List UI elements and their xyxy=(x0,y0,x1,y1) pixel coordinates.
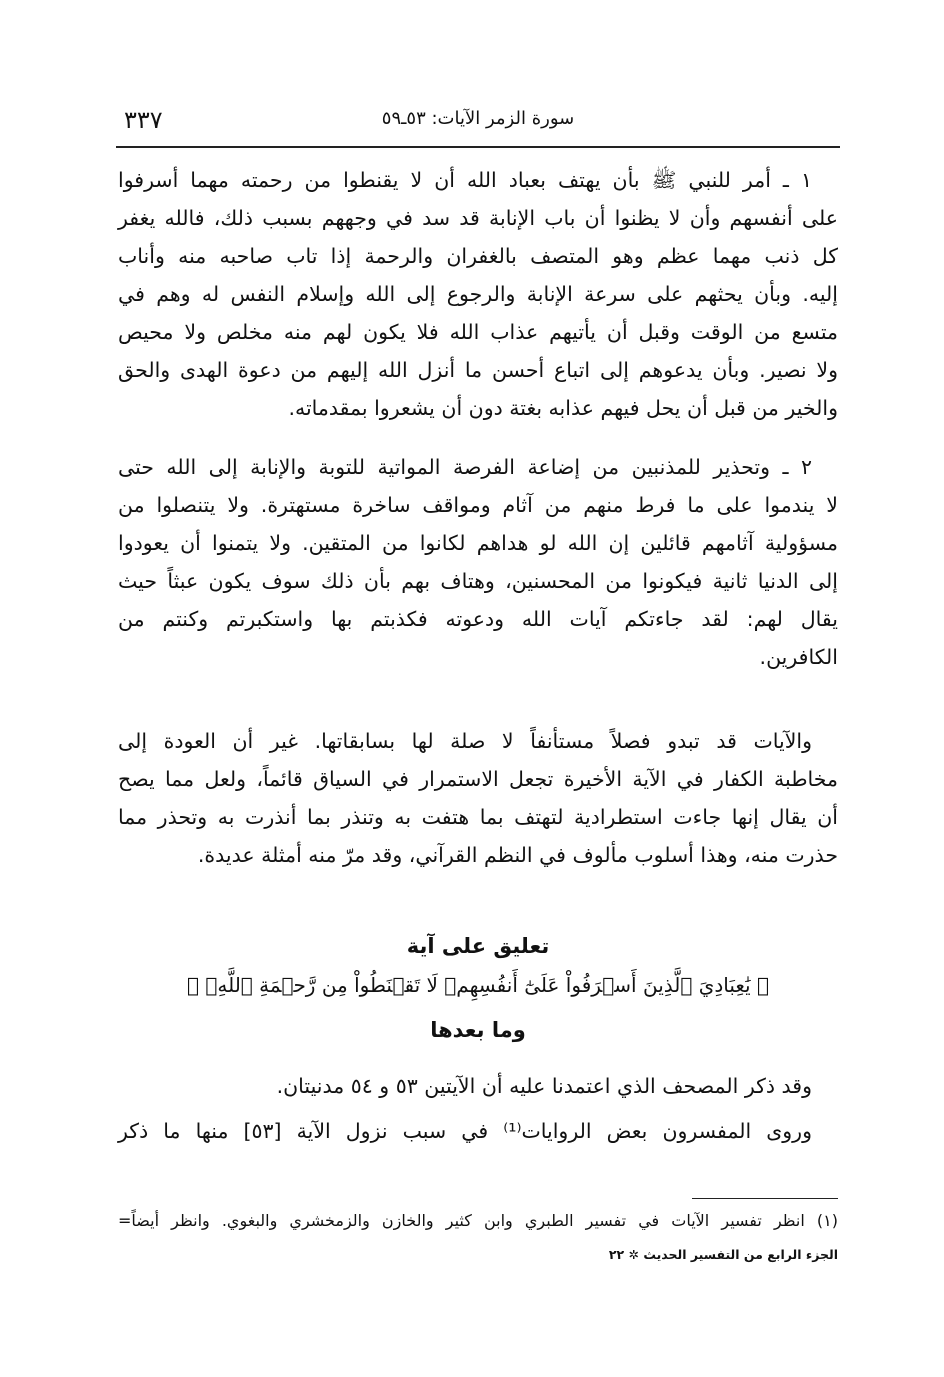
text-line: متسع من الوقت وقبل أن يأتيهم عذاب الله فلا يكون لهم منه مخلص ولا محيص xyxy=(118,320,838,344)
text-line: على أنفسهم وأن لا يظنوا أن باب الإنابة قد سد في وجههم بسبب ذلك، فالله يغفر xyxy=(118,206,838,230)
paragraph-4 xyxy=(118,1067,838,1105)
section-subheading: وما بعدها xyxy=(430,1018,526,1042)
text-line: مسؤولية آثامهم قائلين إن الله لو هداهم لكانوا من المتقين. ولا يتمنوا أن يعودوا xyxy=(118,531,838,555)
text-line: ٢ ـ وتحذير للمذنبين من إضاعة الفرصة المواتية للتوبة والإنابة إلى الله حتى xyxy=(118,455,812,479)
text-line: إليه. وبأن يحثهم على سرعة الإنابة والرجوع إلى الله وإسلام النفس له وهم في xyxy=(118,282,838,306)
text-line: الكافرين. xyxy=(759,645,838,669)
running-title: سورة الزمر الآيات: ٥٣ـ٥٩ xyxy=(381,108,575,129)
paragraph-3 xyxy=(118,722,838,874)
text-line: كل ذنب مهما عظم وهو المتصف بالغفران والرحمة إذا تاب صاحبه منه وأناب xyxy=(118,244,838,268)
text-line: حذرت منه، وهذا أسلوب مألوف في النظم القرآني، وقد مرّ منه أمثلة عديدة. xyxy=(197,843,838,867)
text-line: وقد ذكر المصحف الذي اعتمدنا عليه أن الآيتين ٥٣ و ٥٤ مدنيتان. xyxy=(276,1074,812,1098)
text-line: وروى المفسرون بعض الروايات⁽¹⁾ في سبب نزول الآية [٥٣] منها ما ذكر xyxy=(118,1119,812,1143)
page-number: ٣٣٧ xyxy=(124,106,163,134)
quran-verse: ﴿ يَٰعِبَادِيَ ٱلَّذِينَ أَسۡرَفُواْ عَلَىٰٓ أَنفُسِهِمۡ لَا تَقۡنَطُواْ مِن رَّحۡمَةِ ٱللَّهِۚ ﴾ xyxy=(187,973,769,997)
text-line: ولا نصير. وبأن يدعوهم إلى اتباع أحسن ما أنزل الله إليهم من دعوة الهدى والحق xyxy=(118,358,838,382)
text-line: إلى الدنيا ثانية فيكونوا من المحسنين، وهتاف بهم بأن ذلك سوف يكون عبثاً حيث xyxy=(118,569,838,593)
section-heading: تعليق على آية xyxy=(406,934,550,958)
text-line: ١ ـ أمر للنبي ﷺ بأن يهتف بعباد الله أن لا يقنطوا من رحمته مهما أسرفوا xyxy=(118,168,812,192)
text-line: والآيات قد تبدو فصلاً مستأنفاً لا صلة لها بسابقاتها. غير أن العودة إلى xyxy=(118,729,812,753)
text-line: أن يقال إنها جاءت استطرادية لتهتف بما هتفت به وتنذر بما أنذرت به وتحذر مما xyxy=(118,805,838,829)
text-line: مخاطبة الكفار في الآية الأخيرة تجعل الاستمرار في السياق قائماً، ولعل مما يصح xyxy=(118,767,838,791)
footnote: (١) انظر تفسير الآيات في تفسير الطبري وابن كثير والخازن والزمخشري والبغوي. وانظر أيضاً= xyxy=(118,1211,838,1230)
header-divider xyxy=(116,146,840,148)
text-line: والخير من قبل أن يحل فيهم عذابه بغتة دون أن يشعروا بمقدماته. xyxy=(288,396,838,420)
text-line: يقال لهم: لقد جاءتكم آيات الله ودعوته فكذبتم بها واستكبرتم وكنتم من xyxy=(118,607,838,631)
footnote-divider xyxy=(692,1198,838,1199)
text-line: لا يندموا على ما فرط منهم من آثام ومواقف ساخرة مستهترة. ولا يتنصلوا من xyxy=(118,493,838,517)
volume-footer: الجزء الرابع من التفسير الحديث ✲ ٢٢ xyxy=(608,1247,838,1262)
paragraph-2 xyxy=(118,448,838,676)
page-header xyxy=(118,100,838,146)
paragraph-5 xyxy=(118,1112,838,1150)
paragraph-1 xyxy=(118,161,838,427)
